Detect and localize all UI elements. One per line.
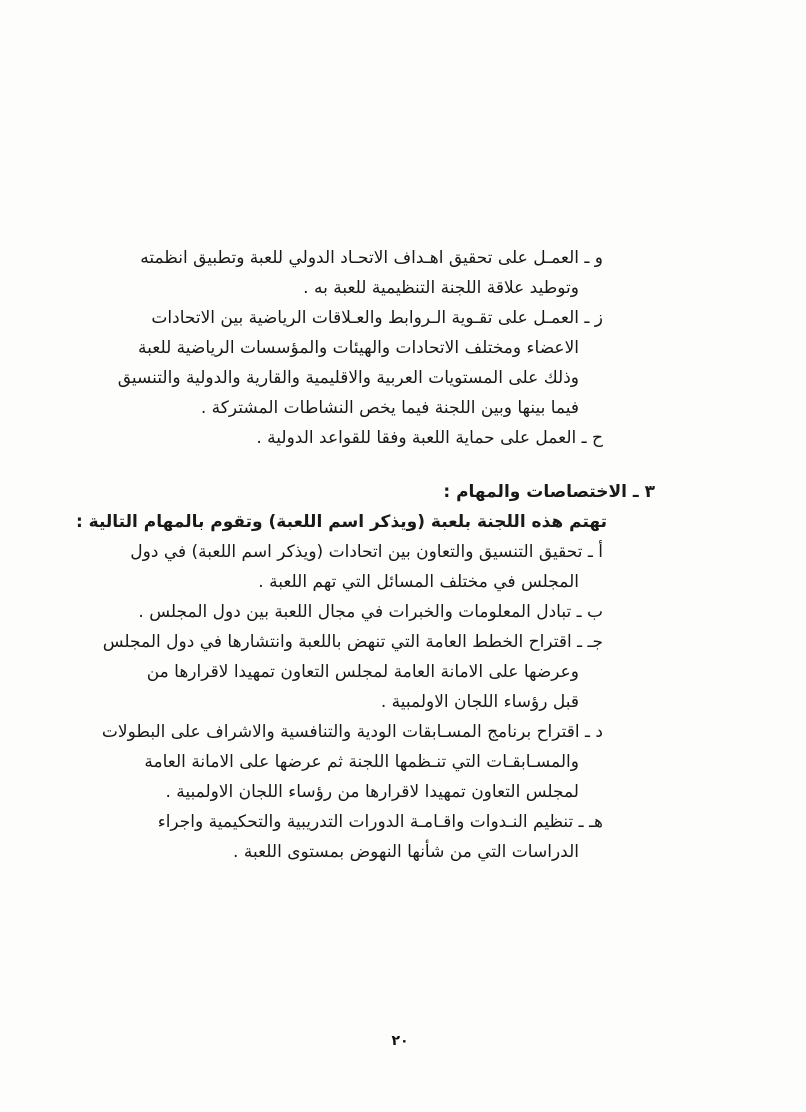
text-line: قبل رؤساء اللجان الاولمبية . xyxy=(380,692,579,712)
text-line: المجلس في مختلف المسائل التي تهم اللعبة . xyxy=(258,572,579,592)
text-line: والمسـابقـات التي تنـظمها اللجنة ثم عرضها على الامانة العامة xyxy=(144,752,579,772)
text-line: وعرضها على الامانة العامة لمجلس التعاون تمهيدا لاقرارها من xyxy=(146,662,579,682)
section-heading: ٣ ـ الاختصاصات والمهام : xyxy=(443,482,655,502)
text-line: ح ـ العمل على حماية اللعبة وفقا للقواعد الدولية . xyxy=(256,428,603,448)
document-text-block xyxy=(75,243,655,867)
text-line: وذلك على المستويات العربية والاقليمية والقارية والدولية والتنسيق xyxy=(117,368,579,388)
text-line: الاعضاء ومختلف الاتحادات والهيئات والمؤسسات الرياضية للعبة xyxy=(138,338,579,358)
text-line: تهتم هذه اللجنة بلعبة (ويذكر اسم اللعبة) وتقوم بالمهام التالية : xyxy=(75,512,607,532)
text-line: هـ ـ تنظيم النـدوات واقـامـة الدورات التدريبية والتحكيمية واجراء xyxy=(157,812,603,832)
text-line: أ ـ تحقيق التنسيق والتعاون بين اتحادات (ويذكر اسم اللعبة) في دول xyxy=(130,542,603,562)
text-line: فيما بينها وبين اللجنة فيما يخص النشاطات المشتركة . xyxy=(200,398,579,418)
text-line: جـ ـ اقتراح الخطط العامة التي تنهض باللعبة وانتشارها في دول المجلس xyxy=(102,632,603,652)
text-line: ز ـ العمـل على تقـوية الـروابط والعـلاقات الرياضية بين الاتحادات xyxy=(151,308,603,328)
text-line: الدراسات التي من شأنها النهوض بمستوى اللعبة . xyxy=(233,842,579,862)
text-line: وتوطيد علاقة اللجنة التنظيمية للعبة به . xyxy=(303,278,579,298)
text-line: و ـ العمـل على تحقيق اهـداف الاتحـاد الدولي للعبة وتطبيق انظمته xyxy=(140,248,603,268)
page-number: ٢٠ xyxy=(391,1033,409,1049)
text-line: ب ـ تبادل المعلومات والخبرات في مجال اللعبة بين دول المجلس . xyxy=(138,602,603,622)
text-line: لمجلس التعاون تمهيدا لاقرارها من رؤساء اللجان الاولمبية . xyxy=(165,782,579,802)
text-line: د ـ اقتراح برنامج المسـابقات الودية والتنافسية والاشراف على البطولات xyxy=(101,722,603,742)
